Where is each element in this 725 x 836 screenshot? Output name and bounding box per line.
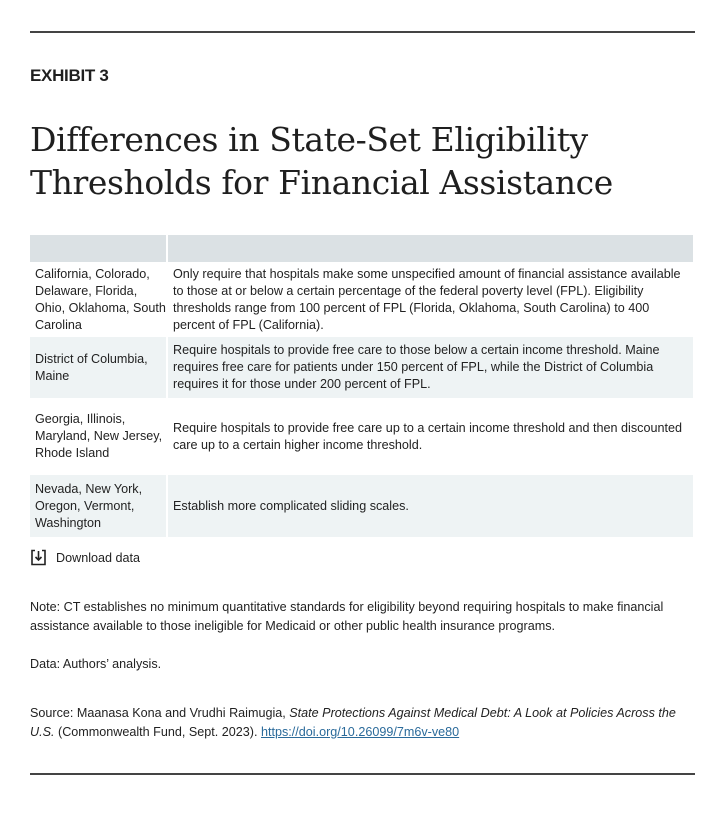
table-cell-states: Georgia, Illinois, Maryland, New Jersey, Rhode Island bbox=[35, 412, 163, 460]
table-cell-description: Require hospitals to provide free care to those below a certain income threshold. Maine requires free care for patients under 150 percent of FPL, while the District of Columbia requires it for those under 200 percent of FPL. bbox=[168, 337, 693, 398]
table-cell-description: Establish more complicated sliding scales. bbox=[168, 475, 693, 537]
exhibit-label: EXHIBIT 3 bbox=[30, 66, 109, 85]
table-row bbox=[30, 475, 693, 537]
source-prefix: Source: Maanasa Kona and Vrudhi Raimugia, bbox=[30, 706, 290, 720]
bottom-rule bbox=[30, 773, 695, 775]
table-header-description bbox=[168, 235, 693, 262]
table-row bbox=[30, 262, 693, 337]
table-note: Note: CT establishes no minimum quantitative standards for eligibility beyond requiring hospitals to make financial assistance available to those ineligible for Medicaid or other public health insurance programs. bbox=[30, 600, 664, 633]
download-icon bbox=[30, 549, 47, 566]
source-note bbox=[30, 704, 695, 742]
table-cell-states: Nevada, New York, Oregon, Vermont, Washington bbox=[30, 475, 166, 537]
source-report-title: State Protections Against Medical Debt: A Look at Policies Across the U.S. bbox=[30, 706, 676, 739]
data-note: Data: Authors’ analysis. bbox=[30, 657, 162, 671]
table-cell-states: District of Columbia, Maine bbox=[30, 337, 166, 398]
table-row bbox=[30, 337, 693, 398]
top-rule bbox=[30, 31, 695, 33]
source-suffix: (Commonwealth Fund, Sept. 2023). bbox=[54, 725, 261, 739]
thresholds-table bbox=[30, 235, 693, 537]
table-header-states bbox=[30, 235, 166, 262]
download-data-button[interactable] bbox=[30, 549, 140, 566]
exhibit-title: Differences in State-Set Eligibility Thresholds for Financial Assistance bbox=[30, 120, 613, 202]
table-cell-description: Only require that hospitals make some unspecified amount of financial assistance available to those at or below a certain percentage of the federal poverty level (FPL). Eligibility thresholds range from 100 percent of FPL (Florida, Oklahoma, South Carolina) to 400 percent of FPL (California). bbox=[173, 266, 681, 332]
source-doi-link[interactable]: https://doi.org/10.26099/7m6v-ve80 bbox=[261, 725, 460, 739]
table-cell-description: Require hospitals to provide free care up to a certain income threshold and then discounted care up to a certain higher income threshold. bbox=[173, 420, 682, 452]
table-cell-states: California, Colorado, Delaware, Florida, Ohio, Oklahoma, South Carolina bbox=[35, 266, 166, 332]
download-data-label: Download data bbox=[56, 550, 141, 565]
table-header-row bbox=[30, 235, 693, 262]
table-row bbox=[30, 398, 693, 475]
